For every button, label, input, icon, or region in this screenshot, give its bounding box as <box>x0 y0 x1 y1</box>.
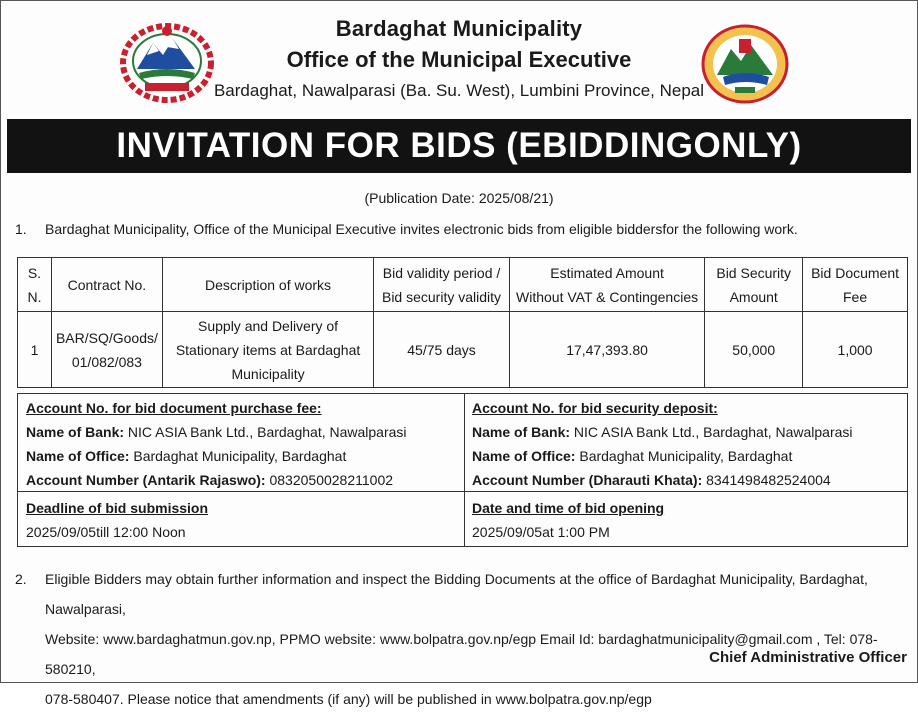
cell-sn: 1 <box>18 312 52 388</box>
fee-account-line: Account Number (Antarik Rajaswo): 0832050028211002 <box>26 472 394 488</box>
column-header-contract: Contract No. <box>51 258 162 312</box>
fee-office-line: Name of Office: Bardaghat Municipality, Bardaghat <box>26 448 347 464</box>
table-header-row <box>18 258 908 312</box>
opening-block <box>472 496 664 544</box>
paragraph-text: Bardaghat Municipality, Office of the Municipal Executive invites electronic bids from eligible biddersfor the following work. <box>45 221 798 237</box>
paragraph-2 <box>15 564 910 714</box>
deadline-block <box>26 496 208 544</box>
header <box>1 1 917 117</box>
paragraph-number: 2. <box>15 571 27 587</box>
publication-date: (Publication Date: 2025/08/21) <box>364 190 554 206</box>
paragraph-line: Website: www.bardaghatmun.gov.np, PPMO website: www.bolpatra.gov.np/egp Email Id: bardaghatmunicipality@gmail.com , Tel: 078-580210, <box>45 631 878 677</box>
paragraph-number: 1. <box>15 221 27 237</box>
fee-account-block <box>26 396 407 492</box>
bid-table <box>17 257 908 388</box>
municipality-name: Bardaghat Municipality <box>335 16 583 41</box>
opening-value: 2025/09/05at 1:00 PM <box>472 524 610 540</box>
column-header-description: Description of works <box>162 258 373 312</box>
office-address: Bardaghat, Nawalparasi (Ba. Su. West), Lumbini Province, Nepal <box>213 81 705 100</box>
deadline-value: 2025/09/05till 12:00 Noon <box>26 524 186 540</box>
cell-validity: 45/75 days <box>374 312 510 388</box>
column-header-validity: Bid validity period / Bid security validity <box>374 258 510 312</box>
paragraph-line: Eligible Bidders may obtain further information and inspect the Bidding Documents at the office of Bardaghat Municipality, Bardaghat, Nawalparasi, <box>45 571 868 617</box>
paragraph-1 <box>15 221 798 237</box>
security-account-block <box>472 396 853 492</box>
header-text <box>201 13 717 105</box>
column-header-fee: Bid Document Fee <box>803 258 908 312</box>
cell-security: 50,000 <box>705 312 803 388</box>
cell-contract: BAR/SQ/Goods/ 01/082/083 <box>51 312 162 388</box>
notice-title: INVITATION FOR BIDS (EBIDDINGONLY) <box>7 119 911 173</box>
paragraph-line: 078-580407. Please notice that amendments (if any) will be published in www.bolpatra.gov.np/egp <box>45 691 652 707</box>
security-bank-line: Name of Bank: NIC ASIA Bank Ltd., Bardaghat, Nawalparasi <box>472 424 853 440</box>
column-divider <box>464 394 465 546</box>
opening-heading: Date and time of bid opening <box>472 500 665 516</box>
cell-amount: 17,47,393.80 <box>509 312 705 388</box>
municipality-logo-icon <box>699 23 791 105</box>
column-header-sn: S. N. <box>18 258 52 312</box>
office-name: Office of the Municipal Executive <box>286 47 632 72</box>
column-header-security: Bid Security Amount <box>705 258 803 312</box>
fee-account-heading: Account No. for bid document purchase fee: <box>26 400 322 416</box>
security-account-heading: Account No. for bid security deposit: <box>472 400 718 416</box>
column-header-amount: Estimated Amount Without VAT & Contingencies <box>509 258 705 312</box>
deadline-heading: Deadline of bid submission <box>26 500 209 516</box>
account-details-box <box>17 393 908 547</box>
table-row <box>18 312 908 388</box>
security-office-line: Name of Office: Bardaghat Municipality, Bardaghat <box>472 448 793 464</box>
cell-description: Supply and Delivery of Stationary items at Bardaghat Municipality <box>162 312 373 388</box>
security-account-line: Account Number (Dharauti Khata): 8341498482524004 <box>472 472 831 488</box>
signatory-title: Chief Administrative Officer <box>709 649 907 666</box>
cell-fee: 1,000 <box>803 312 908 388</box>
fee-bank-line: Name of Bank: NIC ASIA Bank Ltd., Bardaghat, Nawalparasi <box>26 424 407 440</box>
